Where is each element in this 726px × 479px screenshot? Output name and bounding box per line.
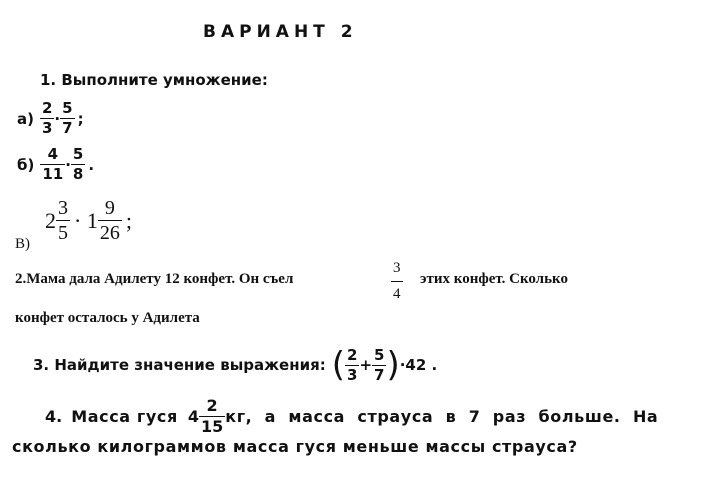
fraction-denominator: 3 bbox=[41, 119, 53, 137]
fraction-numerator: 2 bbox=[41, 99, 53, 117]
task1-heading: 1. Выполните умножение: bbox=[40, 71, 268, 89]
fraction-denominator: 8 bbox=[72, 165, 84, 183]
task4-line2: сколько килограммов масса гуся меньше массы страуса? bbox=[12, 437, 578, 456]
task3 bbox=[33, 345, 437, 385]
fraction-denominator: 3 bbox=[347, 365, 358, 384]
task4-number: 4. bbox=[45, 407, 63, 426]
fraction-numerator: 2 bbox=[206, 396, 218, 415]
task4-text-a: Масса гуся bbox=[71, 407, 178, 426]
multiply-mixed-whole: · 1 bbox=[74, 207, 98, 233]
fraction-numerator: 5 bbox=[374, 345, 385, 364]
task4-text-b: кг, а масса страуса в 7 раз больше. На bbox=[225, 407, 659, 426]
fraction-denominator: 15 bbox=[200, 417, 224, 436]
item-v-fraction-2 bbox=[98, 198, 122, 243]
mixed-whole: 2 bbox=[45, 207, 56, 233]
fraction-denominator: 4 bbox=[391, 281, 403, 302]
right-paren: ) bbox=[386, 345, 400, 385]
item-a-end: ; bbox=[77, 109, 84, 128]
task2-fraction bbox=[391, 261, 403, 302]
item-b-fraction-1 bbox=[40, 147, 65, 182]
fraction-denominator: 5 bbox=[58, 222, 68, 244]
mixed-whole: 4 bbox=[187, 407, 199, 426]
task3-fraction-2 bbox=[372, 345, 386, 384]
fraction-numerator: 3 bbox=[393, 260, 401, 276]
left-paren: ( bbox=[331, 345, 345, 385]
task2-fraction-body bbox=[391, 261, 403, 302]
item-v-label: В) bbox=[15, 236, 30, 252]
task1-item-b bbox=[17, 147, 94, 182]
item-a-label: а) bbox=[17, 109, 34, 128]
task3-text: 3. Найдите значение выражения: bbox=[33, 356, 326, 374]
fraction-numerator: 2 bbox=[347, 345, 358, 364]
task1-item-a bbox=[17, 101, 84, 136]
task1-item-v-expression bbox=[45, 198, 132, 243]
item-a-fraction-1 bbox=[40, 101, 54, 136]
fraction-numerator: 4 bbox=[47, 145, 58, 163]
item-b-label: б) bbox=[17, 155, 35, 174]
fraction-numerator: 9 bbox=[104, 197, 115, 219]
fraction-numerator: 3 bbox=[58, 197, 68, 219]
task2-line2: конфет осталось у Адилета bbox=[15, 310, 200, 326]
task4-line1 bbox=[45, 398, 658, 435]
item-a-fraction-2 bbox=[60, 101, 74, 136]
task3-tail: ·42 . bbox=[399, 356, 438, 374]
fraction-numerator: 5 bbox=[62, 99, 73, 117]
fraction-denominator: 7 bbox=[374, 365, 385, 384]
task4-fraction bbox=[199, 398, 225, 435]
plus-sign: + bbox=[359, 356, 373, 374]
fraction-numerator: 5 bbox=[72, 145, 84, 163]
multiply-sign: · bbox=[65, 155, 71, 174]
task3-fraction-1 bbox=[345, 345, 359, 384]
item-v-end: ; bbox=[125, 207, 132, 233]
fraction-denominator: 7 bbox=[62, 119, 73, 137]
page-title: ВАРИАНТ 2 bbox=[203, 22, 358, 42]
multiply-sign: · bbox=[54, 109, 61, 128]
item-v-fraction-1 bbox=[56, 198, 70, 243]
item-b-end: . bbox=[88, 155, 95, 174]
task2-line1-end: этих конфет. Сколько bbox=[420, 271, 568, 287]
fraction-denominator: 11 bbox=[42, 165, 64, 183]
item-b-fraction-2 bbox=[71, 147, 85, 182]
fraction-denominator: 26 bbox=[99, 222, 120, 244]
task2-line1-start: 2.Мама дала Адилету 12 конфет. Он съел bbox=[15, 271, 294, 287]
